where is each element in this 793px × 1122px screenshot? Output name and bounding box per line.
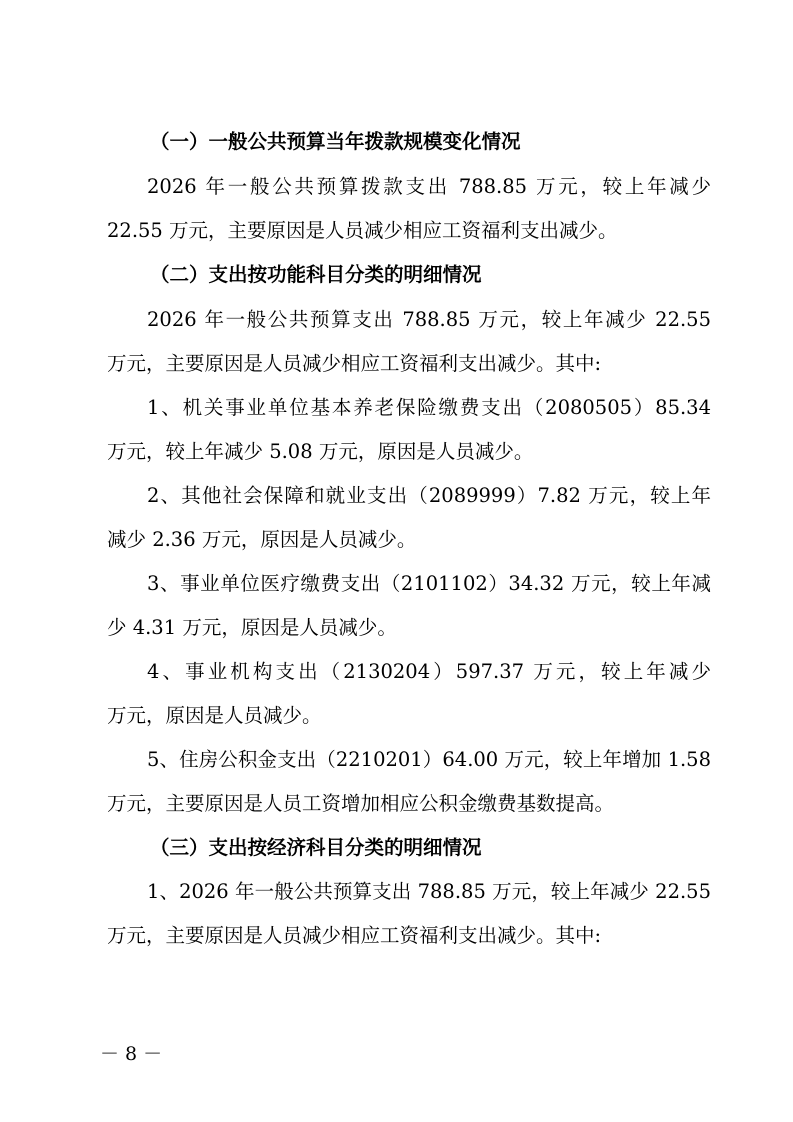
section-heading-2: （二）支出按功能科目分类的明细情况 <box>150 263 482 286</box>
list-item-line: 5、住房公积金支出（2210201）64.00 万元，较上年增加 1.58 <box>147 748 711 771</box>
list-item-line: 2、其他社会保障和就业支出（2089999）7.82 万元，较上年 <box>147 484 711 507</box>
list-item-line: 3、事业单位医疗缴费支出（2101102）34.32 万元，较上年减 <box>147 572 711 595</box>
list-item-line: 万元，较上年减少 5.08 万元，原因是人员减少。 <box>107 440 534 463</box>
paragraph-line: 2026 年一般公共预算拨款支出 788.85 万元，较上年减少 <box>147 175 711 198</box>
list-item-line: 万元，原因是人员减少。 <box>107 704 322 727</box>
paragraph-line: 22.55 万元，主要原因是人员减少相应工资福利支出减少。 <box>107 219 618 242</box>
list-item-line: 万元，主要原因是人员工资增加相应公积金缴费基数提高。 <box>107 792 615 815</box>
paragraph-line: 万元，主要原因是人员减少相应工资福利支出减少。其中: <box>107 924 602 947</box>
paragraph-line: 2026 年一般公共预算支出 788.85 万元，较上年减少 22.55 <box>147 308 711 331</box>
list-item-line: 少 4.31 万元，原因是人员减少。 <box>107 616 397 639</box>
paragraph-line: 万元，主要原因是人员减少相应工资福利支出减少。其中: <box>107 352 602 375</box>
page-number: － 8 － <box>100 1043 163 1065</box>
list-item-line: 1、机关事业单位基本养老保险缴费支出（2080505）85.34 <box>147 396 711 419</box>
section-heading-1: （一）一般公共预算当年拨款规模变化情况 <box>150 130 521 153</box>
list-item-line: 减少 2.36 万元，原因是人员减少。 <box>107 528 417 551</box>
list-item-line: 4、事业机构支出（2130204）597.37 万元，较上年减少 <box>147 660 711 683</box>
section-heading-3: （三）支出按经济科目分类的明细情况 <box>150 836 482 859</box>
list-item-line: 1、2026 年一般公共预算支出 788.85 万元，较上年减少 22.55 <box>147 880 711 903</box>
